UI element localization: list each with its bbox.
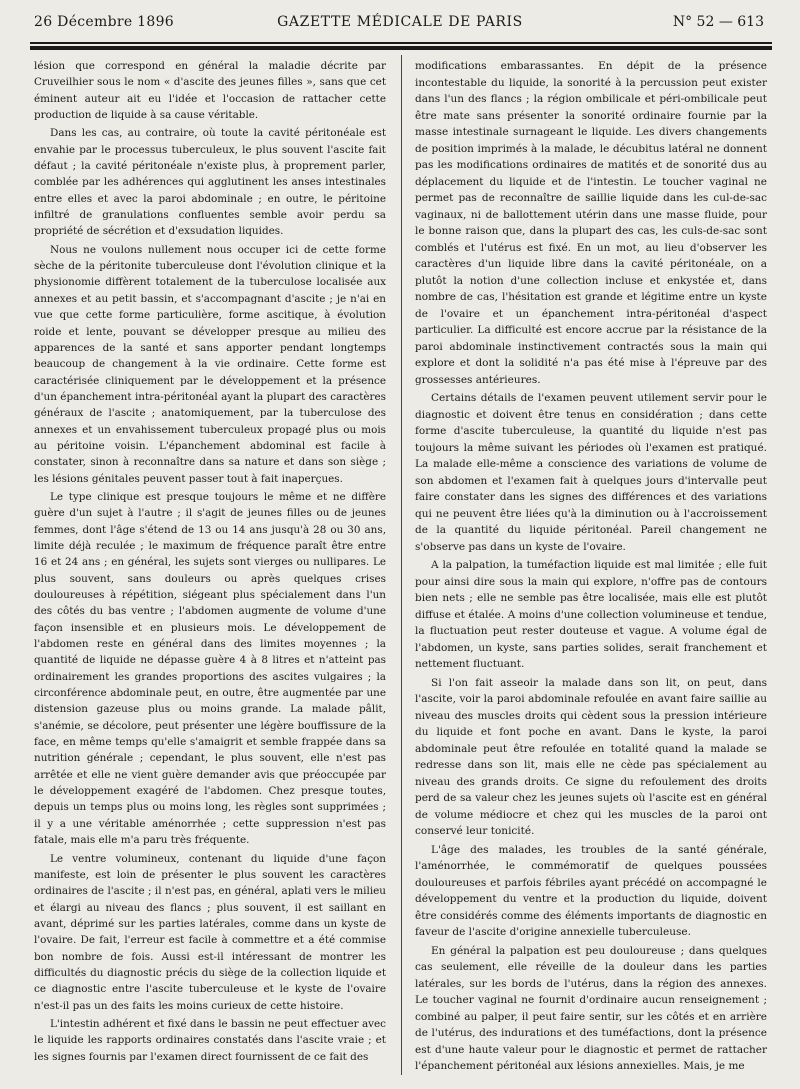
paragraph: Dans les cas, au contraire, où toute la cavité péritonéale est envahie par le processus tuberculeux, le plus souvent l'ascite fait défaut ; la cavité péritonéale n'existe plus, à proprement parler, comblée par les adhérences qui agglutinent les anses intestinales entre elles et avec la paroi abdominale ; en outre, le péritoine infiltré de granulations confluentes semble avoir perdu sa propriété de sécrétion et d'exsudation liquides. [34, 127, 386, 238]
left-column [34, 58, 386, 1067]
paragraph: En général la palpation est peu douloureuse ; dans quelques cas seulement, elle réveille de la douleur dans les parties latérales, sur les bords de l'utérus, dans la région des annexes. Le toucher vaginal ne fournit d'ordinaire aucun renseignement ; combiné au palper, il peut faire sentir, sur les côtés et en arrière de l'utérus, des indurations et des tuméfactions, dont la présence est d'une haute valeur pour le diagnostic et permet de rattacher l'épanchement péritonéal aux lésions annexielles. Mais, je me [415, 944, 767, 1072]
column-divider [401, 55, 402, 1075]
right-column [415, 58, 767, 1077]
paragraph: Le ventre volumineux, contenant du liquide d'une façon manifeste, est loin de présenter le plus souvent les caractères ordinaires de l'ascite ; il n'est pas, en général, aplati vers le milieu et élargi au niveau des flancs ; plus souvent, il est saillant en avant, déprimé sur les parties latérales, comme dans un kyste de l'ovaire. De fait, l'erreur est facile à commettre et a été commise bon nombre de fois. Aussi est-il intéressant de montrer les difficultés du diagnostic précis du siège de la collection liquide et ce diagnostic entre l'ascite tuberculeuse et le kyste de l'ovaire n'est-il pas un des faits les moins curieux de cette histoire. [34, 852, 386, 1012]
paragraph: Nous ne voulons nullement nous occuper ici de cette forme sèche de la péritonite tuberculeuse dont l'évolution clinique et la physionomie diffèrent totalement de la tuberculose localisée aux annexes et au petit bassin, et s'accompagnant d'ascite ; je n'ai en vue que cette forme particulière, forme ascitique, à évolution roide et lente, pouvant se développer presque au milieu des apparences de la santé et sans apporter pendant longtemps beaucoup de changement à la vie ordinaire. Cette forme est caractérisée cliniquement par le développement et la présence d'un épanchement intra-péritonéal ayant la plupart des caractères généraux de l'ascite ; anatomiquement, par la tuberculose des annexes et un envahissement tuberculeux propagé plus ou mois au péritoine voisin. L'épanchement abdominal est facile à constater, sinon à reconnaître dans sa nature et dans son siège ; les lésions génitales peuvent passer tout à fait inaperçues. [34, 243, 386, 485]
header-rule-thin [30, 42, 772, 44]
paragraph: modifications embarassantes. En dépit de la présence incontestable du liquide, la sonorité à la percussion peut exister dans l'un des flancs ; la région ombilicale et péri-ombilicale peut être mate sans présenter la sonorité ordinaire fournie par la masse intestinale surnageant le liquide. Les divers changements de position imprimés à la malade, le décubitus latéral ne donnent pas les modifications ordinaires de matités et de sonorité dus au déplacement du liquide et de l'intestin. Le toucher vaginal ne permet pas de reconnaître de saillie liquide dans les cul-de-sac vaginaux, ni de ballottement utérin dans une masse fluide, pour le bonne raison que, dans la plupart des cas, les culs-de-sac sont comblés et l'utérus est fixé. En un mot, au lieu d'observer les caractères d'un liquide libre dans la cavité péritonéale, on a plutôt la notion d'une collection incluse et enkystée et, dans nombre de cas, l'hésitation est grande et légitime entre un kyste de l'ovaire et un épanchement intra-péritonéal d'aspect particulier. La difficulté est encore accrue par la résistance de la paroi abdominale instinctivement contractés sous la main qui explore et dont la solidité n'a pas été mise à l'épreuve par des grossesses antérieures. [415, 60, 767, 386]
paragraph: L'intestin adhérent et fixé dans le bassin ne peut effectuer avec le liquide les rapports ordinaires constatés dans l'ascite vraie ; et les signes fournis par l'examen direct fournissent de ce fait des [34, 1017, 386, 1063]
paragraph: Si l'on fait asseoir la malade dans son lit, on peut, dans l'ascite, voir la paroi abdominale refoulée en avant faire saillie au niveau des muscles droits qui cèdent sous la pression intérieure du liquide et font poche en avant. Dans le kyste, la paroi abdominale peut être refoulée en totalité quand la malade se redresse dans son lit, mais elle ne cède pas spécialement au niveau des grands droits. Ce signe du refoulement des droits perd de sa valeur chez les jeunes sujets où l'ascite est en général de volume médiocre et chez qui les muscles de la paroi ont conservé leur tonicité. [415, 676, 767, 837]
paragraph: Le type clinique est presque toujours le même et ne diffère guère d'un sujet à l'autre ; il s'agit de jeunes filles ou de jeunes femmes, dont l'âge s'étend de 13 ou 14 ans jusqu'à 28 ou 30 ans, limite déjà reculée ; le maximum de fréquence paraît être entre 16 et 24 ans ; en général, les sujets sont vierges ou nullipares. Le plus souvent, sans douleurs ou après quelques crises douloureuses à répétition, siégeant plus spécialement dans l'un des côtés du bas ventre ; l'abdomen augmente de volume d'une façon insensible et en plusieurs mois. Le développement de l'abdomen reste en général dans des limites moyennes ; la quantité de liquide ne dépasse guère 4 à 8 litres et n'atteint pas ordinairement les grandes proportions des ascites vulgaires ; la circonférence abdominale peut, en outre, être augmentée par une distension gazeuse plus ou moins grande. La malade pâlit, s'anémie, se décolore, peut présenter une légère bouffissure de la face, en même temps qu'elle s'amaigrit et semble frappée dans sa nutrition générale ; cependant, le plus souvent, elle n'est pas arrêtée et elle ne vient guère demander avis que préoccupée par le développement exagéré de l'abdomen. Chez presque toutes, depuis un temps plus ou moins long, les règles sont supprimées ; il y a une véritable aménorrhée ; cette suppression n'est pas fatale, mais elle m'a paru très fréquente. [34, 490, 386, 847]
paragraph: L'âge des malades, les troubles de la santé générale, l'aménorrhée, le commémoratif de quelques poussées douloureuses et parfois fébriles ayant précédé on accompagné le développement du ventre et la production du liquide, doivent être considérés comme des éléments importants de diagnostic en faveur de l'ascite d'origine annexielle tuberculeuse. [415, 843, 767, 938]
paragraph: lésion que correspond en général la maladie décrite par Cruveilhier sous le nom « d'ascite des jeunes filles », sans que cet éminent auteur ait eu l'idée et l'occasion de rattacher cette production de liquide à sa cause véritable. [34, 60, 386, 122]
header-rule-thick [30, 46, 772, 50]
issue-date: 26 Décembre 1896 [34, 14, 174, 30]
paragraph: A la palpation, la tuméfaction liquide est mal limitée ; elle fuit pour ainsi dire sous la main qui explore, n'offre pas de contours bien nets ; elle ne semble pas être localisée, mais elle est plutôt diffuse et étalée. A moins d'une collection volumineuse et tendue, la fluctuation peut rester douteuse et vague. A volume égal de l'abdomen, un kyste, sans parties solides, serait franchement et nettement fluctuant. [415, 559, 767, 670]
page-number: N° 52 — 613 [672, 14, 764, 30]
paragraph: Certains détails de l'examen peuvent utilement servir pour le diagnostic et doivent être tenus en considération ; dans cette forme d'ascite tuberculeuse, la quantité du liquide n'est pas toujours la même suivant les périodes où l'examen est pratiqué. La malade elle-même a conscience des variations de volume de son abdomen et l'examen fait à quelques jours d'intervalle peut faire constater dans les signes des différences et des variations qui ne peuvent être liées qu'à la diminution ou à l'accroissement de la quantité du liquide péritonéal. Pareil changement ne s'observe pas dans un kyste de l'ovaire. [415, 392, 767, 553]
journal-title: GAZETTE MÉDICALE DE PARIS [277, 14, 523, 30]
